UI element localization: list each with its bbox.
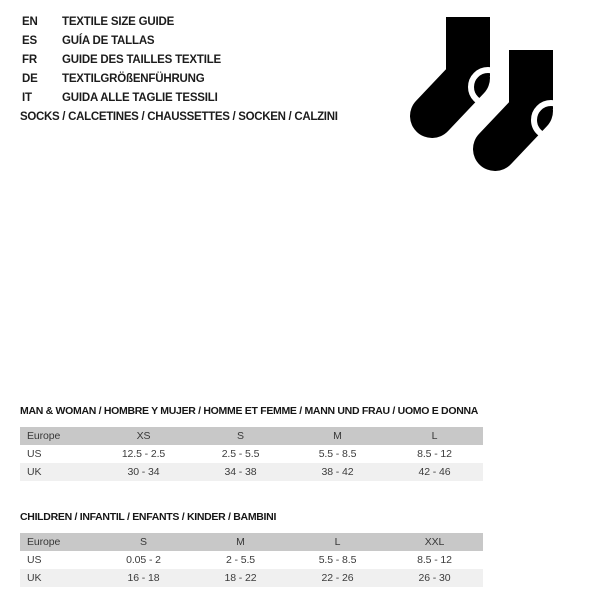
size-value: 5.5 - 8.5 (318, 554, 357, 566)
table-title: CHILDREN / INFANTIL / ENFANTS / KINDER / BAMBINI (20, 511, 277, 523)
language-row-it (22, 89, 221, 108)
size-value: 8.5 - 12 (417, 554, 452, 566)
language-label: TEXTILGRÖßENFÜHRUNG (62, 73, 205, 85)
size-value: 30 - 34 (127, 466, 160, 478)
size-value: 12.5 - 2.5 (121, 448, 166, 460)
table-row-uk (20, 569, 483, 587)
size-value: 42 - 46 (418, 466, 451, 478)
language-row-de (22, 70, 221, 89)
column-header: Europe (27, 536, 61, 548)
table-row-us (20, 551, 483, 569)
language-code: EN (22, 16, 38, 28)
column-header: M (333, 430, 342, 442)
product-category-line: SOCKS / CALCETINES / CHAUSSETTES / SOCKEN / CALZINI (20, 111, 338, 123)
table-row-uk (20, 463, 483, 481)
language-list (22, 13, 221, 108)
column-header: XS (136, 430, 151, 442)
row-label: US (27, 554, 42, 566)
table-row-us (20, 445, 483, 463)
table-header-row (20, 427, 483, 445)
size-value: 18 - 22 (224, 572, 257, 584)
column-header: L (334, 536, 341, 548)
size-value: 5.5 - 8.5 (318, 448, 357, 460)
language-row-fr (22, 51, 221, 70)
language-label: GUÍA DE TALLAS (62, 35, 155, 47)
language-label: TEXTILE SIZE GUIDE (62, 16, 175, 28)
row-label: UK (27, 466, 42, 478)
language-row-es (22, 32, 221, 51)
language-code: IT (22, 92, 32, 104)
size-value: 22 - 26 (321, 572, 354, 584)
row-label: US (27, 448, 42, 460)
language-code: FR (22, 54, 37, 66)
size-value: 16 - 18 (127, 572, 160, 584)
size-value: 2 - 5.5 (225, 554, 256, 566)
column-header: S (140, 536, 147, 548)
size-value: 8.5 - 12 (417, 448, 452, 460)
language-row-en (22, 13, 221, 32)
language-code: ES (22, 35, 37, 47)
column-header: M (236, 536, 245, 548)
table-title: MAN & WOMAN / HOMBRE Y MUJER / HOMME ET FEMME / MANN UND FRAU / UOMO E DONNA (20, 405, 479, 417)
column-header: L (431, 430, 438, 442)
socks-icon (405, 12, 575, 187)
size-value: 38 - 42 (321, 466, 354, 478)
size-value: 34 - 38 (224, 466, 257, 478)
size-table-man-woman (20, 404, 483, 481)
size-value: 2.5 - 5.5 (221, 448, 260, 460)
language-label: GUIDA ALLE TAGLIE TESSILI (62, 92, 218, 104)
column-header: Europe (27, 430, 61, 442)
row-label: UK (27, 572, 42, 584)
language-code: DE (22, 73, 38, 85)
column-header: XXL (424, 536, 445, 548)
column-header: S (237, 430, 244, 442)
table-header-row (20, 533, 483, 551)
language-label: GUIDE DES TAILLES TEXTILE (62, 54, 221, 66)
size-value: 0.05 - 2 (126, 554, 161, 566)
size-table-children (20, 510, 483, 587)
size-value: 26 - 30 (418, 572, 451, 584)
